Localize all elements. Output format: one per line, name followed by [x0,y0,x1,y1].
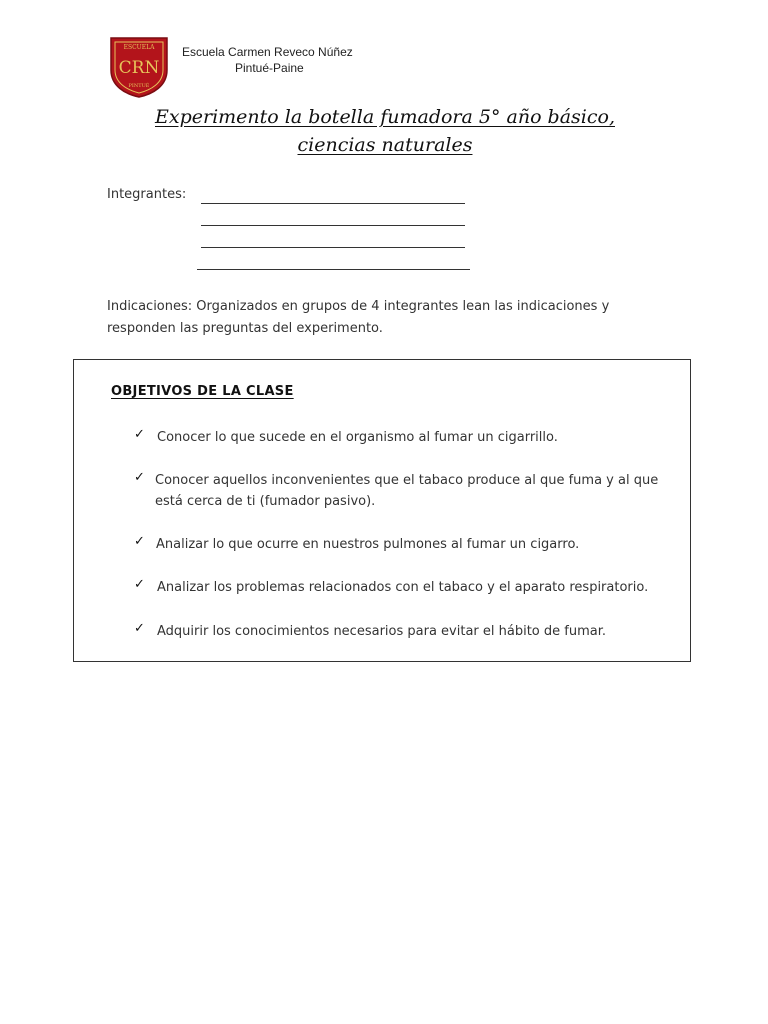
indicaciones-label: Indicaciones [107,299,188,314]
integrante-blank-1[interactable] [201,203,465,204]
title-line-2: ciencias naturales [297,134,473,156]
indicaciones-paragraph [107,296,667,340]
logo-text-bottom: PINTUÉ [128,83,150,89]
logo-initials: CRN [118,58,160,78]
school-crest-icon [109,36,169,98]
objetivo-text: Adquirir los conocimientos necesarios para evitar el hábito de fumar. [157,624,606,639]
integrante-blank-4[interactable] [197,269,470,270]
objetivo-text: Conocer lo que sucede en el organismo al fumar un cigarrillo. [157,430,558,445]
objetivo-item [157,577,687,598]
check-icon: ✓ [134,621,145,636]
school-logo [109,36,169,98]
school-location: Pintué-Paine [235,61,304,75]
objetivos-heading: OBJETIVOS DE LA CLASE [111,384,294,399]
school-name: Escuela Carmen Reveco Núñez [182,45,353,59]
check-icon: ✓ [134,577,145,592]
objetivo-text: Conocer aquellos inconvenientes que el tabaco produce al que fuma y al que está cerca de ti (fumador pasivo). [155,473,659,509]
objetivo-item [156,534,676,555]
integrante-blank-3[interactable] [201,247,465,248]
objetivo-item [157,427,677,448]
objetivo-text: Analizar lo que ocurre en nuestros pulmones al fumar un cigarro. [156,537,580,552]
integrante-blank-2[interactable] [201,225,465,226]
objetivo-item [155,470,685,512]
integrantes-label: Integrantes: [107,187,187,202]
page-title [100,103,670,159]
objetivos-box [73,359,691,662]
title-line-1: Experimento la botella fumadora 5° año básico, [155,106,615,128]
indicaciones-text: : Organizados en grupos de 4 integrantes lean las indicaciones y responden las preguntas del experimento. [107,299,610,336]
check-icon: ✓ [134,427,145,442]
objetivo-text: Analizar los problemas relacionados con el tabaco y el aparato respiratorio. [157,580,649,595]
logo-text-top: ESCUELA [123,44,155,51]
objetivo-item [157,621,677,642]
check-icon: ✓ [134,470,145,485]
check-icon: ✓ [134,534,145,549]
